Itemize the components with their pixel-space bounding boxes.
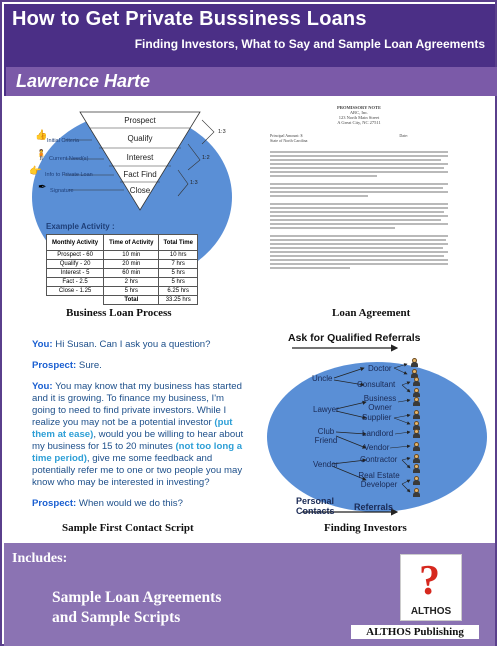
example-activity-label: Example Activity :: [46, 222, 115, 231]
includes-heading: Includes:: [12, 551, 68, 566]
table-cell: 5 hrs: [159, 278, 198, 287]
contact-vendor: Vendor: [364, 443, 390, 452]
logo-text: ALTHOS: [410, 606, 452, 617]
table-cell: 5 hrs: [104, 287, 159, 296]
table-cell: Total: [104, 296, 159, 305]
table-cell: 33.25 hrs: [159, 296, 198, 305]
ratio-1: 1:3: [218, 129, 226, 135]
script-line: Sure.: [76, 360, 102, 371]
table-cell: 6.25 hrs: [159, 287, 198, 296]
script-caption: Sample First Contact Script: [62, 522, 194, 534]
table-cell: Interest - 5: [47, 269, 104, 278]
table-cell: 7 hrs: [159, 260, 198, 269]
script-line: , would you be willing to hear about my business for 15 to 20 minutes: [32, 429, 244, 452]
table-header: Time of Activity: [104, 235, 159, 251]
table-cell: 5 hrs: [159, 269, 198, 278]
contact-supplier: Supplier: [362, 413, 392, 422]
includes-line-2: and Sample Scripts: [52, 609, 181, 626]
contact-real-estate-developer: Real Estate Developer: [358, 471, 400, 489]
book-title: How to Get Private Bussiness Loans: [12, 8, 367, 30]
relation-lawyer: Lawyer: [313, 405, 339, 414]
contact-business-owner: Business Owner: [363, 394, 397, 412]
table-cell: 10 min: [104, 251, 159, 260]
doc-state: State of North Carolina: [270, 138, 308, 143]
doc-address-1: 123 North Main Street: [338, 115, 380, 120]
includes-text: [52, 588, 221, 628]
loan-agreement-caption: Loan Agreement: [332, 307, 411, 319]
person-icon: [413, 454, 420, 463]
investors-caption: Finding Investors: [324, 522, 407, 534]
person-icon: [413, 388, 420, 397]
script-speaker-you: You:: [32, 381, 53, 392]
table-cell: 10 hrs: [159, 251, 198, 260]
script-highlight: (put them at ease): [32, 417, 233, 440]
ratio-3: 1:3: [190, 180, 198, 186]
doc-address-2: A Great City, NC 27511: [337, 120, 381, 125]
stage-fact-find: Fact Find: [123, 170, 157, 179]
referrals-title: Ask for Qualified Referrals: [288, 332, 421, 344]
loan-process-caption: Business Loan Process: [66, 307, 172, 319]
script-speaker-you: You:: [32, 339, 53, 350]
relation-uncle: Uncle: [312, 374, 333, 383]
table-cell: Qualify - 20: [47, 260, 104, 269]
althos-logo: [400, 554, 462, 621]
person-icon: 🧍: [35, 150, 48, 161]
relation-club-friend: Club Friend: [314, 427, 338, 445]
personal-contacts-label: Personal Contacts: [296, 496, 335, 516]
doc-principal: Principal Amount: $: [270, 133, 303, 138]
doc-title: PROMISSORY NOTE: [336, 105, 382, 110]
contact-doctor: Doctor: [368, 364, 392, 373]
ratio-2: 1:2: [202, 155, 210, 161]
pointing-hand-icon: 👉: [29, 166, 42, 177]
script-speaker-prospect: Prospect:: [32, 498, 77, 509]
script-line: When would we do this?: [76, 498, 183, 509]
publisher-label: ALTHOS Publishing: [351, 625, 479, 639]
table-cell: Prospect - 60: [47, 251, 104, 260]
contact-landlord: Landlord: [362, 429, 394, 438]
contact-consultant: Consultant: [357, 380, 396, 389]
thumbs-up-icon: 👍: [35, 130, 48, 141]
script-speaker-prospect: Prospect:: [32, 360, 77, 371]
book-subtitle: Finding Investors, What to Say and Sample Loan Agreements: [134, 37, 485, 51]
table-cell: Fact - 2.5: [47, 278, 104, 287]
person-icon: [413, 476, 420, 485]
stage-interest: Interest: [126, 153, 154, 162]
referrals-label: Referrals: [354, 502, 394, 512]
table-header: Total Time: [159, 235, 198, 251]
stage-qualify: Qualify: [127, 134, 153, 143]
side-label-initial-criteria: Initial Criteria: [47, 138, 80, 144]
script-line: , give me some feedback and potentially refer me to one or two people you may know who may be interested in investing?: [32, 453, 243, 488]
person-icon: [413, 377, 420, 386]
side-label-info: Info to Private Loan: [45, 172, 93, 178]
person-icon: [413, 488, 420, 497]
contact-contractor: Contractor: [360, 455, 398, 464]
table-cell: 2 hrs: [104, 278, 159, 287]
pen-icon: ✒: [38, 182, 47, 193]
side-label-current-needs: Current Need(s): [49, 156, 89, 162]
person-icon: [413, 397, 420, 406]
person-icon: [413, 464, 420, 473]
person-icon: [411, 358, 418, 367]
person-icon: [413, 442, 420, 451]
table-header: Monthly Activity: [47, 235, 104, 251]
doc-date: Date:: [399, 133, 408, 138]
script-highlight: (not too long a time period): [32, 441, 243, 464]
relation-vendor: Vendor: [313, 460, 339, 469]
stage-close: Close: [129, 186, 151, 195]
table-cell: 20 min: [104, 260, 159, 269]
person-icon: [413, 410, 420, 419]
author-name: Lawrence Harte: [16, 71, 151, 91]
bottom-banner: [4, 543, 495, 646]
stage-prospect: Prospect: [124, 116, 156, 125]
table-cell: Close - 1.25: [47, 287, 104, 296]
script-line: You may know that my business has started and it is growing. To finance my business, I'm going to need to find private investors. While I realize you may not be a potential investor: [32, 381, 242, 428]
side-label-signature: Signature: [50, 188, 74, 194]
table-cell: 60 min: [104, 269, 159, 278]
person-icon: [413, 429, 420, 438]
includes-line-1: Sample Loan Agreements: [52, 589, 222, 606]
doc-company: ABC, Inc.: [349, 110, 369, 115]
script-line: Hi Susan. Can I ask you a question?: [52, 339, 211, 350]
question-mark-icon: ?: [419, 558, 440, 604]
